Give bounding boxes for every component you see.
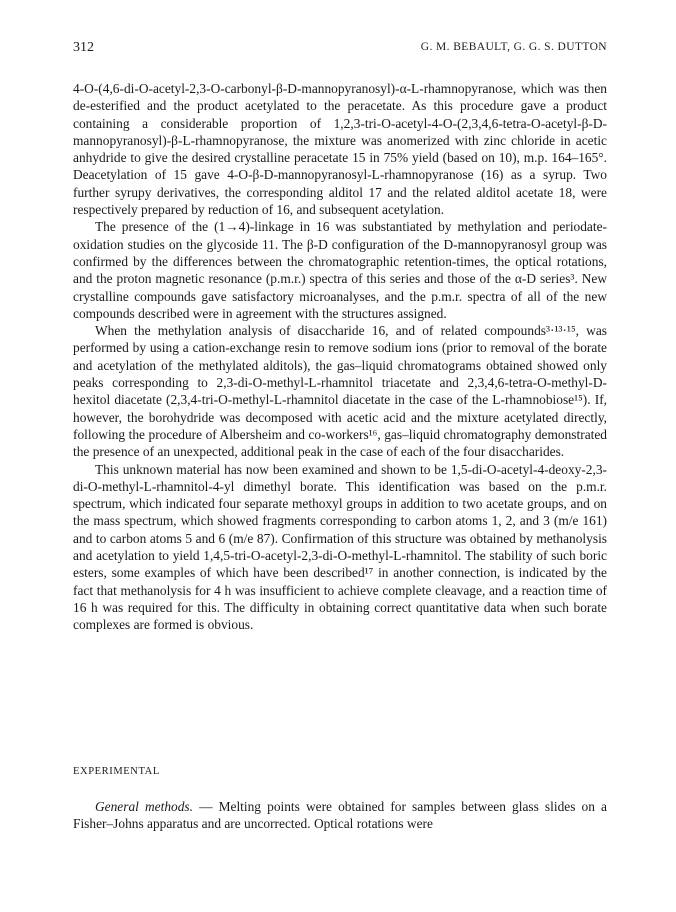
paragraph-general-methods (73, 798, 607, 833)
paragraph-synthesis: 4-O-(4,6-di-O-acetyl-2,3-O-carbonyl-β-D-mannopyranosyl)-α-L-rhamnopyranose, which was then de-esterified and the product acetylated to the peracetate. As this procedure gave a product containing a considerable proportion of 1,2,3-tri-O-acetyl-4-O-(2,3,4,6-tetra-O-acetyl-β-D-mannopyranosyl)-β-L-rhamnopyranose, the mixture was anomerized with zinc chloride in acetic anhydride to give the desired crystalline peracetate 15 in 75% yield (based on 10), m.p. 164–165°. Deacetylation of 15 gave 4-O-β-D-mannopyranosyl-L-rhamnopyranose (16) as a syrup. Two further syrupy derivatives, the corresponding alditol 17 and the related alditol acetate 18, were respectively prepared by reduction of 16, and subsequent acetylation. (73, 81, 607, 218)
paragraph-methylation: When the methylation analysis of disaccharide 16, and of related compounds³·¹³·¹⁵, was performed by using a cation-exchange resin to remove sodium ions (prior to removal of the borate and acetylation of the methylated alditols), the gas–liquid chromatograms obtained showed only peaks corresponding to 2,3-di-O-methyl-L-rhamnitol triacetate and 2,3,4,6-tetra-O-methyl-D-hexitol diacetate (2,3,4-tri-O-methyl-L-rhamnitol diacetate in the case of the L-rhamnobiose¹⁵). If, however, the borohydride was decomposed with acetic acid and the mixture acetylated directly, following the procedure of Albersheim and co-workers¹⁶, gas–liquid chromatography demonstrated the presence of an unexpected, additional peak in the case of each of the four disaccharides. (73, 323, 607, 460)
section-heading-experimental: EXPERIMENTAL (73, 766, 160, 777)
page-number: 312 (73, 40, 94, 55)
paragraph-borate: This unknown material has now been examined and shown to be 1,5-di-O-acetyl-4-deoxy-2,3-di-O-methyl-L-rhamnitol-4-yl dimethyl borate. This identification was based on the p.m.r. spectrum, which indicated four separate methoxyl groups in addition to two acetate groups, and on the mass spectrum, which showed fragments corresponding to carbon atoms 1, 2, and 3 (m/e 161) and to carbon atoms 5 and 6 (m/e 87). Confirmation of this structure was obtained by methanolysis and acetylation to yield 1,4,5-tri-O-acetyl-2,3-di-O-methyl-L-rhamnitol. The stability of such boric esters, some examples of which have been described¹⁷ in another connection, is indicated by the fact that methanolysis for 4 h was insufficient to achieve complete cleavage, and a reaction time of 16 h was required for this. The difficulty in obtaining correct quantitative data when such borate complexes are formed is obvious. (73, 461, 607, 633)
general-methods-text: — Melting points were obtained for samples between glass slides on a Fisher–Johns apparatus and are uncorrected. Optical rotations were (73, 799, 607, 832)
general-methods-title: General methods. (95, 799, 193, 814)
paragraph-linkage: The presence of the (1→4)-linkage in 16 was substantiated by methylation and periodate-oxidation studies on the glycoside 11. The β-D configuration of the D-mannopyranosyl group was confirmed by the differences between the chromatographic retention-times, the optical rotations, and the proton magnetic resonance (p.m.r.) spectra of this series and those of the α-D series³. New crystalline compounds gave satisfactory microanalyses, and the p.m.r. spectra of all of the new compounds described were in agreement with the structures assigned. (73, 219, 607, 321)
page-header (73, 40, 607, 60)
experimental-text (73, 798, 607, 833)
running-head-authors: G. M. BEBAULT, G. G. S. DUTTON (420, 41, 607, 53)
main-text (73, 80, 607, 634)
